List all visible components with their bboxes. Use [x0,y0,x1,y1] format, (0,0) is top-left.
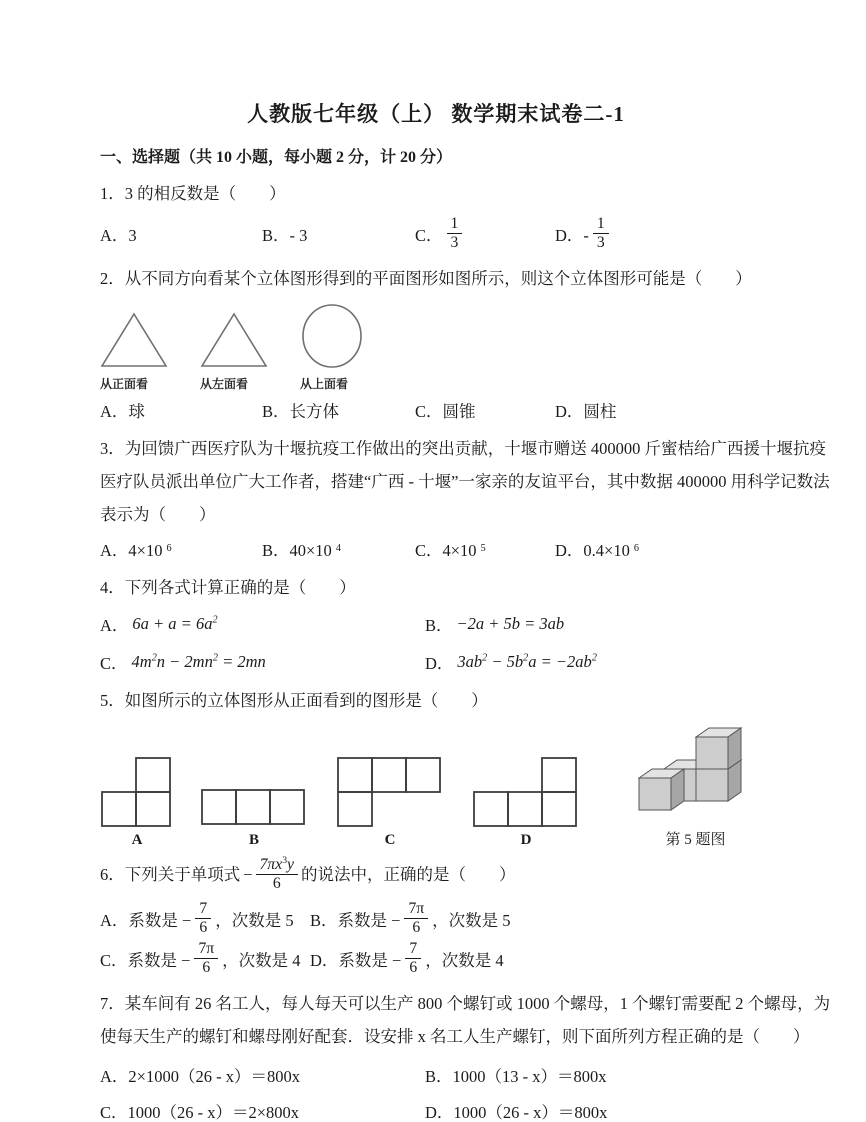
question-2 [100,262,772,422]
q1-option-a: A．3 [100,225,137,245]
q5-figure-a [100,754,174,849]
polyomino-a-icon [100,754,174,828]
q1-option-c: C． $\frac{1}{3}$ [415,216,555,252]
question-1 [100,177,772,252]
left-view-label: 从左面看 [200,376,249,391]
page-title: 人教版七年级（上） 数学期末试卷二-1 [247,102,625,126]
front-view-triangle-icon [100,311,168,369]
q4-option-c: C． $4m^2n - 2mn^2 = 2mn$ [100,651,266,673]
question-7-line1: 7．某车间有 26 名工人，每人每天可以生产 800 个螺钉或 1000 个螺母，1 个螺钉需要配 2 个螺母，为 [100,993,831,1013]
polyomino-c-icon [336,754,444,828]
q3-option-b: B．40×10 4 [262,540,341,560]
q4-option-b: B． −2a + 5b = 3ab [425,613,565,635]
polyomino-b-icon [200,788,308,828]
exam-content [100,98,831,1122]
q6-option-a: A．系数是 − $\frac{7}{6}$ ，次数是 5 [100,899,294,937]
section-heading: 一、选择题（共 10 小题，每小题 2 分，计 20 分） [100,149,453,166]
question-3-line3: 表示为（ ） [100,504,216,524]
question-7-line2: 使每天生产的螺钉和螺母刚好配套．设安排 x 名工人生产螺钉，则下面所列方程正确的是（ ） [100,1026,810,1046]
polyomino-d-icon [472,754,580,828]
math-expression: $4m^2n - 2mn^2 = 2mn$ [131,651,266,671]
left-view-figure [200,311,268,392]
question-5-figures [100,727,772,849]
q5-figure-d-label: D [520,831,532,848]
left-view-triangle-icon [200,311,268,369]
q4-option-a: A． $6a + a = 6a^2$ [100,613,218,635]
question-3-line2: 医疗队员派出单位广大工作者，搭建“广西 - 十堰”一家亲的友谊平台，其中数据 400000 用科学记数法 [100,471,830,491]
fraction: $\frac{1}{3}$ [447,216,463,252]
q7-option-b: B．1000（13 - x）＝800x [425,1066,607,1086]
monomial-fraction: $\frac{7\pi x^3y}{6}$ [256,857,298,893]
q7-option-d: D．1000（26 - x）＝800x [425,1102,608,1122]
fraction: $\frac{7\pi}{6}$ [404,901,428,937]
question-5 [100,684,772,849]
math-expression: $3ab^2 - 5b^2a = -2ab^2$ [457,651,597,671]
cubes-3d-icon [638,727,753,822]
question-7-options-row1 [100,1063,772,1087]
fraction: $\frac{7}{6}$ [195,901,211,937]
q6-option-d: D．系数是 − $\frac{7}{6}$ ，次数是 4 [310,939,504,977]
q5-figure-c [336,754,444,849]
question-6-options-row1 [100,901,772,937]
q5-solid-figure [638,727,753,849]
top-view-figure [300,303,364,392]
q5-figure-b-label: B [248,831,259,848]
question-2-figures [100,303,772,392]
front-view-figure [100,311,168,392]
q2-option-a: A．球 [100,401,145,421]
q5-figure-b [200,788,308,849]
fraction: $\frac{7\pi}{6}$ [194,941,218,977]
question-2-options [100,398,772,422]
q3-option-c: C．4×10 5 [415,540,486,560]
question-4-options-row1 [100,612,772,636]
question-6-options-row2 [100,941,772,977]
q5-figure-a-label: A [131,831,143,848]
minus-sign: − [243,864,253,884]
q7-option-a: A．2×1000（26 - x）＝800x [100,1066,300,1086]
q2-option-c: C．圆锥 [415,401,476,421]
question-3-line1: 3．为回馈广西医疗队为十堰抗疫工作做出的突出贡献，十堰市赠送 400000 斤蜜桔给广西援十堰抗疫 [100,438,826,458]
question-4-text: 4．下列各式计算正确的是（ ） [100,577,356,597]
q5-figure-caption: 第 5 题图 [665,831,726,848]
question-3 [100,432,830,561]
fraction: $\frac{7}{6}$ [405,941,421,977]
question-1-text: 1．3 的相反数是（ ） [100,184,286,203]
q1-option-b: B．- 3 [262,225,308,245]
q2-option-d: D．圆柱 [555,401,617,421]
q6-option-c: C．系数是 − $\frac{7\pi}{6}$ ，次数是 4 [100,939,301,977]
q6-option-b: B．系数是 − $\frac{7\pi}{6}$ ，次数是 5 [310,899,511,937]
q7-option-c: C．1000（26 - x）＝2×800x [100,1102,300,1122]
question-5-text: 5．如图所示的立体图形从正面看到的图形是（ ） [100,690,488,710]
q3-option-d: D．0.4×10 6 [555,540,639,560]
question-7-options-row2 [100,1099,772,1122]
q4-option-d: D． $3ab^2 - 5b^2a = -2ab^2$ [425,651,597,673]
top-view-label: 从上面看 [300,376,349,391]
fraction: $\frac{1}{3}$ [593,216,609,252]
math-expression: $6a + a = 6a^2$ [132,613,218,633]
q5-figure-d [472,754,580,849]
question-2-text: 2．从不同方向看某个立体图形得到的平面图形如图所示，则这个立体图形可能是（ ） [100,268,752,288]
q5-figure-c-label: C [384,831,396,848]
question-4-options-row2 [100,650,772,674]
question-4 [100,571,772,674]
q3-option-a: A．4×10 6 [100,540,172,560]
question-6-stem: 6．下列关于单项式 − $\frac{7\pi x^3y}{6}$ 的说法中，正确的是（ ） [100,854,516,893]
top-view-circle-icon [300,303,364,369]
question-7 [100,987,831,1122]
q2-option-b: B．长方体 [262,401,340,421]
math-expression: −2a + 5b = 3ab [456,613,565,633]
front-view-label: 从正面看 [100,376,149,391]
q1-option-d: D．- $\frac{1}{3}$ [555,216,772,252]
question-3-options [100,537,772,561]
question-6 [100,854,772,977]
question-1-options [100,216,772,252]
